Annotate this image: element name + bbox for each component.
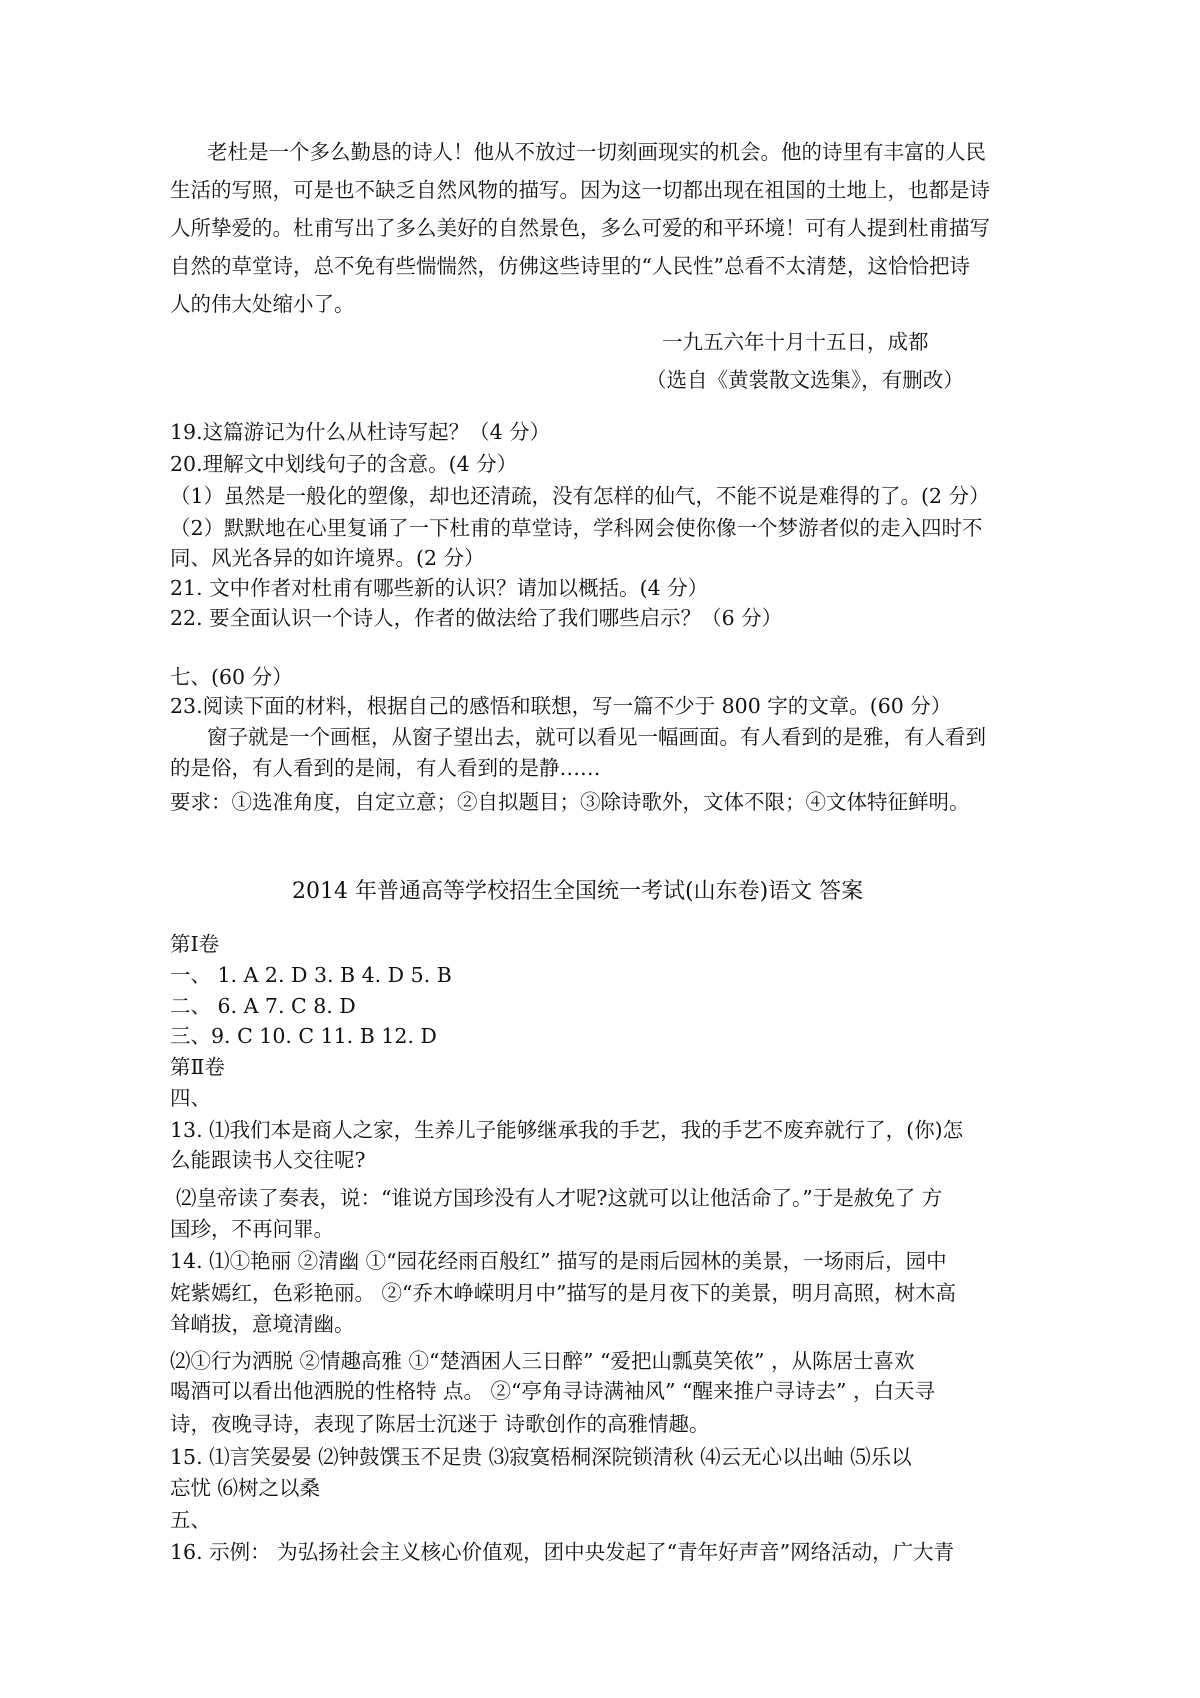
- question-line: （1）虽然是一般化的塑像，却也还清疏，没有怎样的仙气，不能不说是难得的了。(2 分）: [170, 484, 990, 508]
- passage-source: （选自《黄裳散文选集》，有删改）: [646, 368, 964, 392]
- answer-line: 16. 示例： 为弘扬社会主义核心价值观，团中央发起了“青年好声音”网络活动，广大青: [170, 1540, 955, 1564]
- answer-line: ⑵皇帝读了奏表，说：“谁说方国珍没有人才呢?这就可以让他活命了。”于是赦免了 方: [176, 1186, 943, 1210]
- question-line: 20.理解文中划线句子的含意。(4 分）: [170, 452, 518, 476]
- answer-line: 第Ⅱ卷: [170, 1055, 225, 1079]
- passage-line: 生活的写照，可是也不缺乏自然风物的描写。因为这一切都出现在祖国的土地上，也都是诗: [170, 178, 990, 202]
- section7-line: 七、(60 分）: [170, 665, 293, 689]
- answer-line: 诗，夜晚寻诗，表现了陈居士沉迷于 诗歌创作的高雅情趣。: [170, 1412, 710, 1436]
- answer-line: 二、 6. A 7. C 8. D: [170, 994, 356, 1018]
- answer-line: 姹紫嫣红，色彩艳丽。 ②“乔木峥嵘明月中”描写的是月夜下的美景，明月高照，树木高: [170, 1281, 956, 1305]
- answer-line: 国珍，不再问罪。: [170, 1217, 334, 1241]
- question-line: 22. 要全面认识一个诗人，作者的做法给了我们哪些启示？（6 分）: [170, 606, 783, 630]
- section7-line: 23.阅读下面的材料，根据自己的感悟和联想，写一篇不少于 800 字的文章。(60 分）: [170, 694, 952, 718]
- question-line: 19.这篇游记为什么从杜诗写起？（4 分）: [170, 420, 551, 444]
- section7-line: 要求：①选准角度，自定立意；②自拟题目；③除诗歌外，文体不限；④文体特征鲜明。: [170, 790, 970, 814]
- answer-line: 么能跟读书人交往呢?: [170, 1148, 366, 1172]
- answer-line: 15. ⑴言笑晏晏 ⑵钟鼓馔玉不足贵 ⑶寂寞梧桐深院锁清秋 ⑷云无心以出岫 ⑸乐以: [170, 1445, 912, 1469]
- answers-title: 2014 年普通高等学校招生全国统一考试(山东卷)语文 答案: [292, 879, 864, 904]
- answer-line: ⑵①行为洒脱 ②情趣高雅 ①“楚酒困人三日醉” “爱把山瓢莫笑侬” ，从陈居士喜欢: [170, 1349, 915, 1373]
- question-line: （2）默默地在心里复诵了一下杜甫的草堂诗，学科网会使你像一个梦游者似的走入四时不: [170, 516, 983, 540]
- answer-line: 13. ⑴我们本是商人之家，生养儿子能够继承我的手艺，我的手艺不废弃就行了，(你)怎: [170, 1118, 964, 1142]
- answer-line: 忘忧 ⑹树之以桑: [170, 1476, 321, 1500]
- answer-line: 耸峭拔，意境清幽。: [170, 1312, 355, 1336]
- answer-line: 三、9. C 10. C 11. B 12. D: [170, 1024, 437, 1048]
- passage-line: 老杜是一个多么勤恳的诗人！他从不放过一切刻画现实的机会。他的诗里有丰富的人民: [207, 140, 986, 164]
- passage-line: 人的伟大处缩小了。: [170, 292, 355, 316]
- answer-line: 五、: [170, 1508, 211, 1532]
- passage-date: 一九五六年十月十五日，成都: [662, 330, 929, 354]
- section7-line: 的是俗，有人看到的是闹，有人看到的是静……: [170, 756, 601, 780]
- answer-line: 四、: [170, 1086, 211, 1110]
- question-line: 同、风光各异的如许境界。(2 分）: [170, 546, 485, 570]
- section7-line: 窗子就是一个画框，从窗子望出去，就可以看见一幅画面。有人看到的是雅，有人看到: [207, 725, 986, 749]
- answer-line: 一、 1. A 2. D 3. B 4. D 5. B: [170, 963, 452, 987]
- question-line: 21. 文中作者对杜甫有哪些新的认识？请加以概括。(4 分）: [170, 576, 709, 600]
- passage-line: 人所挚爱的。杜甫写出了多么美好的自然景色，多么可爱的和平环境！可有人提到杜甫描写: [170, 216, 990, 240]
- answer-line: 第Ⅰ卷: [170, 932, 220, 956]
- answer-line: 喝酒可以看出他洒脱的性格特 点。 ②“亭角寻诗满袖风” “醒来推户寻诗去” ，白天寻: [170, 1379, 935, 1403]
- answer-line: 14. ⑴①艳丽 ②清幽 ①“园花经雨百般红” 描写的是雨后园林的美景，一场雨后，园中: [170, 1249, 947, 1273]
- passage-line: 自然的草堂诗，总不免有些惴惴然，仿佛这些诗里的“人民性”总看不太清楚，这恰恰把诗: [170, 254, 970, 278]
